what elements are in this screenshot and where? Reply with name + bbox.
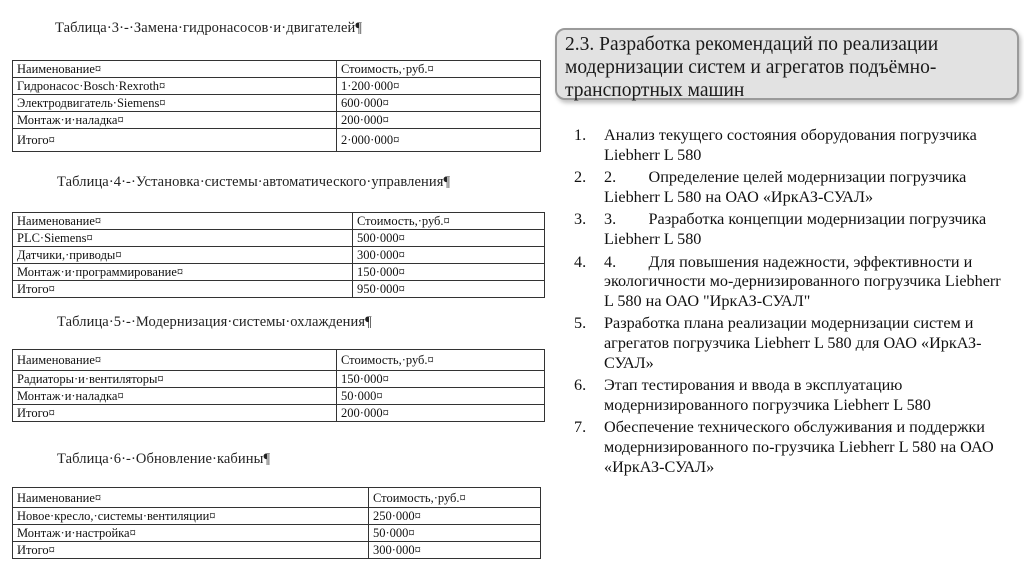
table-row	[13, 264, 545, 281]
table-row	[13, 112, 541, 129]
name-cell: Монтаж·и·наладка¤	[13, 388, 337, 405]
table-header-row	[13, 213, 545, 230]
cost-cell: 200·000¤	[337, 112, 541, 129]
table-row	[13, 371, 545, 388]
table-row	[13, 230, 545, 247]
table-row	[13, 129, 541, 152]
table-row	[13, 405, 545, 422]
list-item	[568, 418, 1012, 477]
list-item	[568, 376, 1012, 415]
table-5-caption: Таблица·5·-·Модернизация·системы·охлаждения¶	[57, 314, 372, 330]
name-cell: Итого¤	[13, 405, 337, 422]
cost-cell: 200·000¤	[337, 405, 545, 422]
cost-cell: 2·000·000¤	[337, 129, 541, 152]
cost-cell: 50·000¤	[337, 388, 545, 405]
name-cell: Монтаж·и·настройка¤	[13, 525, 369, 542]
header-cost-cell: Стоимость,·руб.¤	[337, 350, 545, 371]
section-title: 2.3. Разработка рекомендаций по реализации модернизации систем и агрегатов подъёмно-транспортных машин	[565, 34, 939, 101]
cost-cell: 500·000¤	[353, 230, 545, 247]
name-cell: PLC·Siemens¤	[13, 230, 353, 247]
list-item-text: Разработка плана реализации модернизации систем и агрегатов погрузчика Liebherr L 580 для ОАО «ИркАЗ-СУАЛ»	[604, 314, 982, 372]
header-name-cell: Наименование¤	[13, 350, 337, 371]
list-item-text: 4. Для повышения надежности, эффективности и экологичности мо-дернизированного погрузчика Liebherr L 580 на ОАО "ИркАЗ-СУАЛ"	[604, 252, 1005, 310]
table-row	[13, 95, 541, 112]
name-cell: Новое·кресло,·системы·вентиляции¤	[13, 508, 369, 525]
list-item-number: 6.	[574, 376, 587, 395]
list-item-text: Анализ текущего состояния оборудования погрузчика Liebherr L 580	[604, 126, 977, 164]
name-cell: Итого¤	[13, 542, 369, 559]
table-row	[13, 508, 541, 525]
cost-cell: 300·000¤	[369, 542, 541, 559]
name-cell: Итого¤	[13, 281, 353, 298]
list-item-number: 5.	[574, 314, 587, 333]
list-item-number: 1.	[574, 126, 587, 144]
list-item-number: 7.	[574, 418, 587, 437]
table-row	[13, 525, 541, 542]
header-cost-cell: Стоимость,·руб.¤	[353, 213, 545, 230]
table-4-caption: Таблица·4·-·Установка·системы·автоматического·управления¶	[57, 174, 451, 190]
cost-cell: 150·000¤	[337, 371, 545, 388]
list-item	[568, 126, 1012, 165]
header-cost-cell: Стоимость,·руб.¤	[369, 488, 541, 508]
section-title-box	[555, 28, 1019, 100]
cost-cell: 150·000¤	[353, 264, 545, 281]
table-6	[12, 487, 541, 559]
table-row	[13, 247, 545, 264]
list-item	[568, 210, 1012, 249]
table-row	[13, 542, 541, 559]
cost-cell: 50·000¤	[369, 525, 541, 542]
list-item-number: 4.	[574, 252, 587, 271]
cost-cell: 950·000¤	[353, 281, 545, 298]
name-cell: Монтаж·и·программирование¤	[13, 264, 353, 281]
list-item-text: 2. Определение целей модернизации погрузчика Liebherr L 580 на ОАО «ИркАЗ-СУАЛ»	[604, 168, 971, 206]
table-row	[13, 281, 545, 298]
list-item-text: 3. Разработка концепции модернизации погрузчика Liebherr L 580	[604, 210, 991, 248]
name-cell: Монтаж·и·наладка¤	[13, 112, 337, 129]
header-name-cell: Наименование¤	[13, 213, 353, 230]
table-4	[12, 212, 545, 298]
header-name-cell: Наименование¤	[13, 61, 337, 78]
list-item-text: Этап тестирования и ввода в эксплуатацию модернизированного погрузчика Liebherr L 580	[604, 376, 931, 414]
cost-cell: 250·000¤	[369, 508, 541, 525]
name-cell: Электродвигатель·Siemens¤	[13, 95, 337, 112]
list-item-text: Обеспечение технического обслуживания и поддержки модернизированного по-грузчика Liebherr L 580 на ОАО «ИркАЗ-СУАЛ»	[604, 418, 994, 476]
name-cell: Гидронасос·Bosch·Rexroth¤	[13, 78, 337, 95]
header-name-cell: Наименование¤	[13, 488, 369, 508]
cost-cell: 1·200·000¤	[337, 78, 541, 95]
table-3	[12, 60, 541, 152]
list-item	[568, 314, 1012, 373]
table-header-row	[13, 350, 545, 371]
header-cost-cell: Стоимость,·руб.¤	[337, 61, 541, 78]
list-item-number: 3.	[574, 210, 587, 229]
list-item	[568, 168, 1012, 207]
table-row	[13, 78, 541, 95]
table-header-row	[13, 488, 541, 508]
table-row	[13, 388, 545, 405]
name-cell: Радиаторы·и·вентиляторы¤	[13, 371, 337, 388]
table-3-caption: Таблица·3·-·Замена·гидронасосов·и·двигателей¶	[55, 20, 363, 36]
list-item-number: 2.	[574, 168, 587, 187]
cost-cell: 300·000¤	[353, 247, 545, 264]
cost-cell: 600·000¤	[337, 95, 541, 112]
table-6-caption: Таблица·6·-·Обновление·кабины¶	[57, 451, 271, 467]
table-5	[12, 349, 545, 422]
list-item	[568, 253, 1012, 312]
name-cell: Датчики,·приводы¤	[13, 247, 353, 264]
table-header-row	[13, 61, 541, 78]
name-cell: Итого¤	[13, 129, 337, 152]
steps-list	[568, 126, 1012, 480]
